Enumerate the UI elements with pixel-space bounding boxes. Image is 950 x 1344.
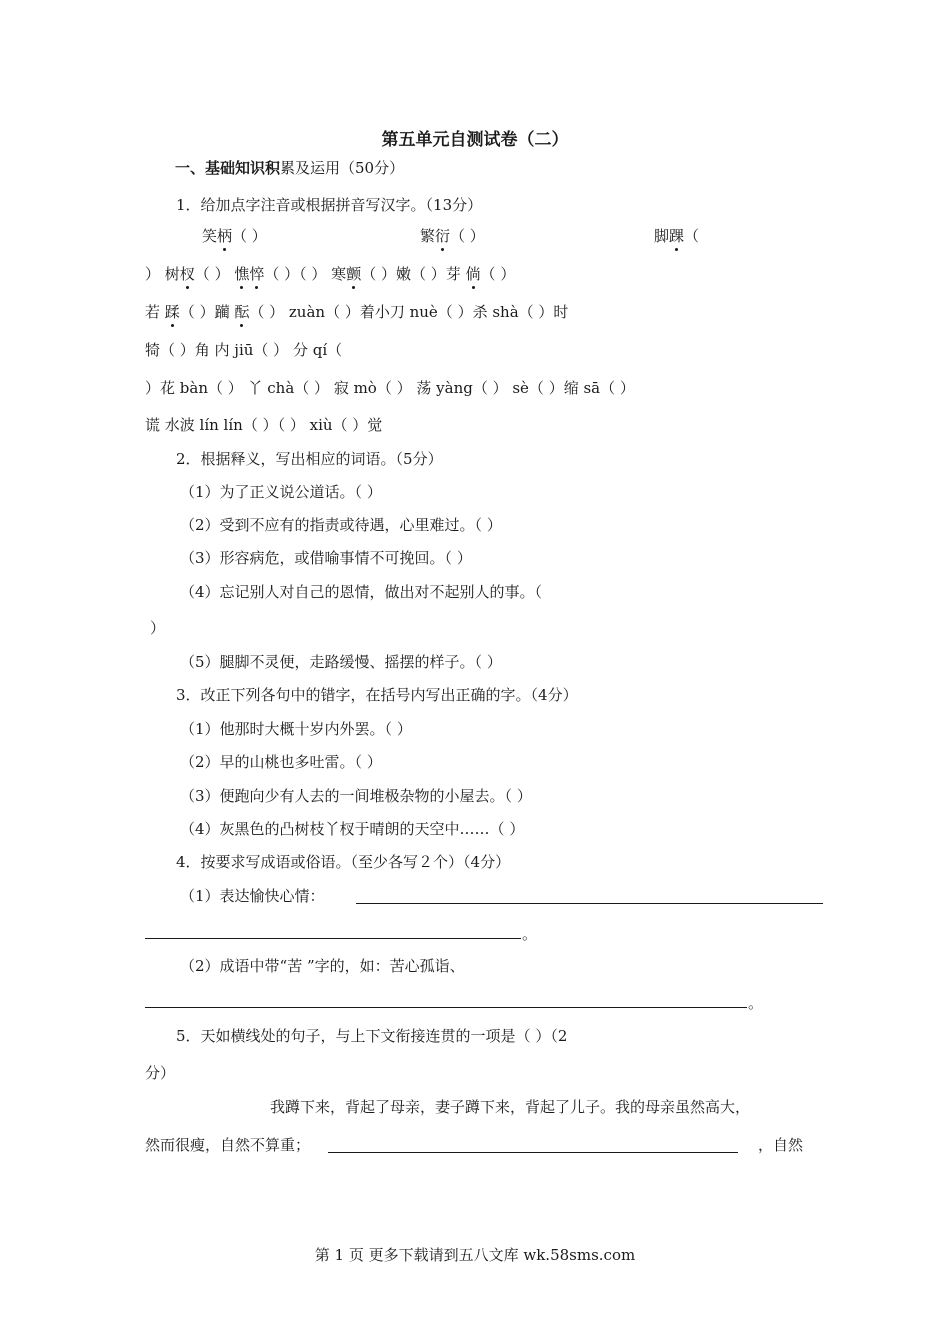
row-text: 若 xyxy=(145,303,165,321)
q5-paragraph-1: 我蹲下来，背起了母亲，妻子蹲下来，背起了儿子。我的母亲虽然高大， xyxy=(270,1098,751,1116)
answer-line xyxy=(356,903,823,904)
q3-item-1: （1）他那时大概十岁内外罢。（ ） xyxy=(180,720,412,738)
section-heading xyxy=(175,158,404,178)
word-text: 笑 xyxy=(202,227,218,245)
dotted-char: 衍 xyxy=(435,227,451,245)
q2-prompt: 2．根据释义，写出相应的词语。（5分） xyxy=(176,450,443,468)
word-text: 繁 xyxy=(420,227,436,245)
answer-line xyxy=(145,938,521,939)
word-text: 脚 xyxy=(654,227,670,245)
q2-item-1: （1）为了正义说公道话。（ ） xyxy=(180,483,382,501)
dotted-char: 颤 xyxy=(346,265,362,283)
dotted-char: 踝 xyxy=(669,227,685,245)
q5-paragraph-2-end: ，自然 xyxy=(758,1136,804,1154)
q1-row-6: 谎 水波 lín lín（ ）（ ） xiù（ ）觉 xyxy=(145,416,383,434)
dotted-char: 杈 xyxy=(179,265,195,283)
blank-paren: （ ） xyxy=(232,227,267,245)
page-footer: 第 1 页 更多下载请到五八文库 wk.58sms.com xyxy=(314,1246,636,1264)
blank-paren: （ ） xyxy=(450,227,485,245)
q3-prompt: 3．改正下列各句中的错字，在括号内写出正确的字。（4分） xyxy=(176,686,578,704)
dotted-char: 憔 xyxy=(234,265,250,283)
q3-item-2: （2）早的山桃也多吐雷。（ ） xyxy=(180,753,382,771)
q1-row-1c xyxy=(654,226,699,246)
section-heading-rest: 累及运用（50分） xyxy=(280,159,405,177)
q3-item-4: （4）灰黑色的凸树枝丫杈于晴朗的天空中……（ ） xyxy=(180,820,525,838)
page-title: 第五单元自测试卷（二） xyxy=(381,130,569,150)
row-text: （ ） zuàn（ ）着小刀 nuè（ ）杀 shà（ ）时 xyxy=(249,303,569,321)
q1-row-3 xyxy=(145,302,568,322)
q4-item-2: （2）成语中带“苦 ”字的，如：苦心孤诣、 xyxy=(180,957,465,975)
answer-line xyxy=(328,1152,738,1153)
q1-row-4: 犄（ ）角 内 jiū（ ） 分 qí（ xyxy=(145,341,343,359)
dotted-char: 悴 xyxy=(249,265,265,283)
row-text: （ ）躏 xyxy=(179,303,235,321)
q2-item-5: （5）腿脚不灵便，走路缓慢、摇摆的样子。（ ） xyxy=(180,653,502,671)
row-text: （ ）（ ） 寒 xyxy=(264,265,347,283)
q1-row-1b xyxy=(420,226,485,246)
row-text: ） 树 xyxy=(145,265,180,283)
row-text: （ ）嫩 xyxy=(361,265,411,283)
q2-item-4: （4）忘记别人对自己的恩情，做出对不起别人的事。（ xyxy=(180,583,543,601)
q5-paragraph-2: 然而很瘦，自然不算重； xyxy=(145,1136,311,1154)
q4-item-1-end: 。 xyxy=(522,925,538,943)
row-text: （ ） xyxy=(194,265,235,283)
q2-item-4-cont: ） xyxy=(150,619,166,637)
q4-item-2-end: 。 xyxy=(748,994,764,1012)
q4-item-1: （1）表达愉快心情： xyxy=(180,887,325,905)
dotted-char: 柄 xyxy=(217,227,233,245)
q1-row-1 xyxy=(202,226,267,246)
answer-line xyxy=(145,1007,747,1008)
q5-prompt: 5．天如横线处的句子，与上下文衔接连贯的一项是（ ）（2 xyxy=(176,1027,568,1045)
q5-prompt-end: 分） xyxy=(145,1064,176,1082)
q4-prompt: 4．按要求写成语或俗语。（至少各写２个）（4分） xyxy=(176,853,511,871)
dotted-char: 蹂 xyxy=(164,303,180,321)
blank-paren: （ xyxy=(684,227,700,245)
q3-item-3: （3）便跑向少有人去的一间堆极杂物的小屋去。（ ） xyxy=(180,787,532,805)
row-text: （ ）芽 xyxy=(410,265,466,283)
dotted-char: 酝 xyxy=(234,303,250,321)
q1-row-5: ）花 bàn（ ） 丫 chà（ ） 寂 mò（ ） 荡 yàng（ ） sè（ ）缩 sā（ ） xyxy=(145,379,635,397)
q2-item-2: （2）受到不应有的指责或待遇，心里难过。（ ） xyxy=(180,516,502,534)
section-heading-bold: 一、基础知识积 xyxy=(175,159,281,177)
q1-prompt: 1．给加点字注音或根据拼音写汉字。（13分） xyxy=(176,196,483,214)
q2-item-3: （3）形容病危，或借喻事情不可挽回。（ ） xyxy=(180,549,472,567)
q1-row-2 xyxy=(145,264,515,284)
dotted-char: 倘 xyxy=(465,265,481,283)
row-text: （ ） xyxy=(480,265,516,283)
